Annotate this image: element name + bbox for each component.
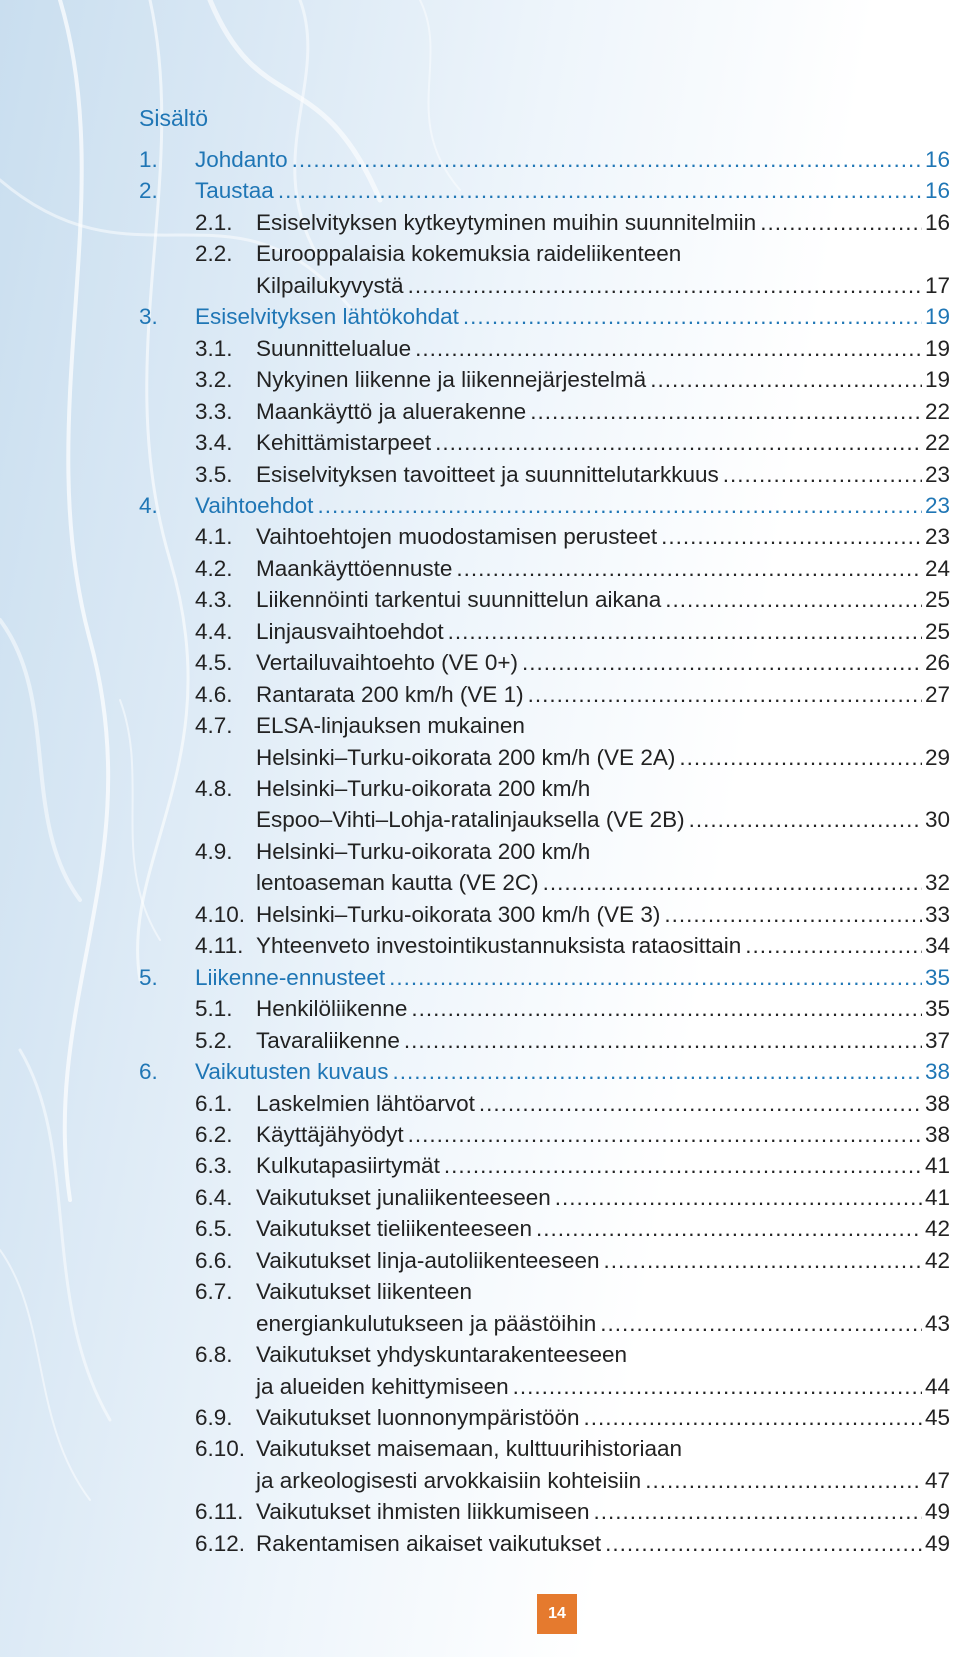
toc-entry-page: 16 — [924, 147, 950, 172]
toc-entry-page: 19 — [924, 304, 950, 330]
toc-entry-line — [195, 1057, 950, 1087]
toc-entry-number: 5. — [139, 964, 158, 990]
toc-entry-number: 6.7. — [195, 1279, 233, 1305]
toc-entry-title: Esiselvityksen kytkeytyminen muihin suunnitelmiin — [256, 209, 757, 235]
toc-entry-page: 22 — [924, 398, 950, 424]
toc-entry[interactable] — [0, 648, 960, 678]
dot-leader — [664, 900, 922, 930]
toc-entry-number: 3.2. — [195, 367, 233, 393]
toc-entry[interactable] — [0, 145, 960, 175]
toc-entry-title: Käyttäjähyödyt — [256, 1121, 404, 1147]
toc-entry-title: Vaihtoehdot — [195, 492, 314, 518]
toc-entry[interactable] — [0, 1340, 960, 1370]
toc-entry-title: Vaihtoehtojen muodostamisen perusteet — [256, 524, 658, 550]
dot-leader — [389, 963, 922, 993]
dot-leader — [530, 397, 922, 427]
dot-leader — [408, 271, 922, 301]
dot-leader — [745, 931, 922, 961]
toc-entry[interactable] — [0, 176, 960, 206]
toc-entry-page: 47 — [924, 1467, 950, 1493]
toc-entry-title: Vaikutukset tieliikenteeseen — [256, 1216, 532, 1242]
toc-entry-title: Kehittämistarpeet — [256, 430, 432, 456]
toc-entry-page: 38 — [924, 1059, 950, 1085]
dot-leader — [404, 1026, 922, 1056]
toc-entry-title: Suunnittelualue — [256, 335, 412, 361]
toc-entry-line — [256, 271, 950, 301]
toc-entry[interactable] — [0, 1277, 960, 1307]
toc-entry-page: 27 — [924, 681, 950, 707]
toc-entry[interactable] — [0, 1057, 960, 1087]
toc-entry-page: 41 — [924, 1153, 950, 1179]
toc-entry-line — [256, 1214, 950, 1244]
toc-entry-number: 5.1. — [195, 996, 233, 1022]
dot-leader — [278, 176, 922, 206]
dot-leader — [605, 1529, 922, 1559]
toc-entry[interactable] — [0, 208, 960, 238]
toc-entry-line — [256, 1529, 950, 1559]
toc-entry-line — [195, 302, 950, 332]
toc-entry-page: 33 — [924, 901, 950, 927]
toc-entry-title-line: Helsinki–Turku-oikorata 200 km/h — [256, 838, 591, 864]
toc-entry-line — [256, 868, 950, 898]
toc-entry-line — [256, 365, 950, 395]
toc-entry-page: 32 — [924, 870, 950, 896]
toc-entry-title: Vaikutukset linja-autoliikenteeseen — [256, 1247, 600, 1273]
toc-entry[interactable] — [0, 1246, 960, 1276]
dot-leader — [650, 365, 922, 395]
toc-entry-title: Tavaraliikenne — [256, 1027, 400, 1053]
toc-entry-number: 4.4. — [195, 618, 233, 644]
toc-entry-number: 4.2. — [195, 555, 233, 581]
toc-entry-page: 29 — [924, 744, 950, 770]
dot-leader — [600, 1309, 922, 1339]
dot-leader — [479, 1089, 922, 1119]
toc-entry-line — [256, 397, 950, 427]
toc-entry-line — [195, 963, 950, 993]
toc-entry-number: 4.3. — [195, 587, 233, 613]
toc-entry-number: 1. — [139, 147, 158, 172]
toc-entry-number: 5.2. — [195, 1027, 233, 1053]
dot-leader — [522, 648, 922, 678]
toc-entry-continuation[interactable] — [0, 1309, 960, 1339]
toc-entry-line — [195, 145, 950, 175]
toc-entry-page: 38 — [924, 1090, 950, 1116]
toc-entry[interactable] — [0, 1497, 960, 1527]
toc-entry-number: 3.5. — [195, 461, 233, 487]
toc-entry-title: Rantarata 200 km/h (VE 1) — [256, 681, 524, 707]
toc-entry-title-line: Eurooppalaisia kokemuksia raideliikenteen — [256, 241, 682, 267]
toc-entry-page: 23 — [924, 461, 950, 487]
toc-entry[interactable] — [0, 460, 960, 490]
toc-entry-line — [195, 176, 950, 206]
toc-entry-title: Laskelmien lähtöarvot — [256, 1090, 475, 1116]
toc-entry-title: Nykyinen liikenne ja liikennejärjestelmä — [256, 367, 647, 393]
toc-entry[interactable] — [0, 711, 960, 741]
toc-entry-line — [256, 680, 950, 710]
dot-leader — [665, 585, 922, 615]
toc-entry[interactable] — [0, 1434, 960, 1464]
toc-entry-title-line: ELSA-linjauksen mukainen — [256, 713, 525, 739]
toc-entry-title: Rakentamisen aikaiset vaikutukset — [256, 1530, 602, 1556]
toc-entry-number: 3.3. — [195, 398, 233, 424]
toc-entry-title: Vaikutusten kuvaus — [195, 1059, 389, 1085]
toc-entry-line — [256, 994, 950, 1024]
toc-entry-number: 4.9. — [195, 838, 233, 864]
toc-entry[interactable] — [0, 774, 960, 804]
toc-entry-line — [256, 428, 950, 458]
toc-entry-title: Vertailuvaihtoehto (VE 0+) — [256, 650, 519, 676]
toc-entry-line — [256, 648, 950, 678]
toc-entry-page: 24 — [924, 555, 950, 581]
dot-leader — [392, 1057, 922, 1087]
toc-entry-number: 4.10. — [195, 901, 246, 927]
dot-leader — [593, 1497, 922, 1527]
toc-entry[interactable] — [0, 837, 960, 867]
toc-entry[interactable] — [0, 522, 960, 552]
dot-leader — [760, 208, 922, 238]
toc-entry-number: 6.5. — [195, 1216, 233, 1242]
toc-entry-continuation[interactable] — [0, 868, 960, 898]
toc-entry-page: 42 — [924, 1216, 950, 1242]
toc-entry-page: 41 — [924, 1184, 950, 1210]
toc-entry-title: Esiselvityksen tavoitteet ja suunnittelutarkkuus — [256, 461, 719, 487]
toc-entry-line — [256, 522, 950, 552]
toc-entry-page: 42 — [924, 1247, 950, 1273]
toc-entry-title-line: Vaikutukset yhdyskuntarakenteeseen — [256, 1342, 628, 1368]
toc-entry-line — [256, 1309, 950, 1339]
toc-entry-title: ja alueiden kehittymiseen — [256, 1373, 509, 1399]
toc-entry[interactable] — [0, 554, 960, 584]
toc-entry-title: lentoaseman kautta (VE 2C) — [256, 870, 539, 896]
dot-leader — [513, 1372, 922, 1402]
toc-entry-page: 26 — [924, 650, 950, 676]
toc-entry-continuation[interactable] — [0, 1372, 960, 1402]
toc-entry-number: 2. — [139, 178, 158, 204]
toc-entry-title: Liikenne-ennusteet — [195, 964, 386, 990]
toc-entry[interactable] — [0, 1529, 960, 1559]
toc-entry-number: 4.8. — [195, 776, 233, 801]
toc-entry-line — [256, 460, 950, 490]
toc-entry[interactable] — [0, 963, 960, 993]
dot-leader — [411, 994, 922, 1024]
toc-entry-title-line: Vaikutukset liikenteen — [256, 1279, 472, 1305]
toc-entry[interactable] — [0, 397, 960, 427]
toc-entry-number: 4.11. — [195, 933, 244, 959]
toc-entry-title: Helsinki–Turku-oikorata 200 km/h (VE 2A) — [256, 744, 676, 770]
toc-entry[interactable] — [0, 365, 960, 395]
toc-entry-number: 2.1. — [195, 209, 233, 235]
toc-entry[interactable] — [0, 617, 960, 647]
dot-leader — [645, 1466, 922, 1496]
toc-entry-line — [195, 491, 950, 521]
toc-entry-title: Vaikutukset luonnonympäristöön — [256, 1405, 580, 1430]
toc-entry-page: 38 — [924, 1121, 950, 1147]
toc-entry-page: 37 — [924, 1027, 950, 1053]
toc-entry-number: 6. — [139, 1059, 158, 1085]
toc-entry-title: Maankäyttö ja aluerakenne — [256, 398, 527, 424]
dot-leader — [528, 680, 922, 710]
toc-entry-page: 19 — [924, 335, 950, 361]
toc-entry-page: 34 — [924, 933, 950, 959]
dot-leader — [584, 1403, 922, 1433]
toc-entry-line — [256, 1026, 950, 1056]
toc-entry-title: Henkilöliikenne — [256, 996, 408, 1022]
toc-entry[interactable] — [0, 680, 960, 710]
toc-entry-title: Espoo–Vihti–Lohja-ratalinjauksella (VE 2B) — [256, 807, 685, 833]
toc-entry-line — [256, 1151, 950, 1181]
dot-leader — [444, 1151, 922, 1181]
toc-entry-number: 6.8. — [195, 1342, 233, 1368]
toc-entry[interactable] — [0, 900, 960, 930]
toc-entry[interactable] — [0, 1183, 960, 1213]
dot-leader — [723, 460, 922, 490]
toc-entry-continuation[interactable] — [0, 1466, 960, 1496]
toc-heading: Sisältö — [139, 105, 209, 131]
toc-entry-line — [256, 1497, 950, 1527]
toc-entry-title: energiankulutukseen ja päästöihin — [256, 1310, 597, 1336]
toc-entry[interactable] — [0, 1089, 960, 1119]
toc-entry[interactable] — [0, 1026, 960, 1056]
toc-entry-page: 35 — [924, 996, 950, 1022]
toc-entry-page: 49 — [924, 1499, 950, 1525]
toc-entry-title: Taustaa — [195, 178, 274, 204]
toc-entry-title-line: Vaikutukset maisemaan, kulttuurihistoriaan — [256, 1436, 683, 1462]
toc-entry-title: Johdanto — [195, 147, 288, 172]
toc-entry-line — [256, 1372, 950, 1402]
toc-entry-number: 6.4. — [195, 1184, 233, 1210]
toc-entry-title-line: Helsinki–Turku-oikorata 200 km/h — [256, 776, 591, 801]
dot-leader — [448, 617, 922, 647]
toc-entry[interactable] — [0, 302, 960, 332]
toc-entry-number: 6.6. — [195, 1247, 233, 1273]
toc-entry-number: 2.2. — [195, 241, 233, 267]
toc-entry-line — [256, 585, 950, 615]
toc-entry-number: 6.9. — [195, 1405, 233, 1430]
toc-entry-line — [256, 334, 950, 364]
toc-entry-title: Kulkutapasiirtymät — [256, 1153, 440, 1179]
toc-entry-continuation[interactable] — [0, 271, 960, 301]
toc-entry-line — [256, 1403, 950, 1433]
toc-entry-title: Esiselvityksen lähtökohdat — [195, 304, 459, 330]
toc-entry-title: Liikennöinti tarkentui suunnittelun aikana — [256, 587, 662, 613]
toc-entry[interactable] — [0, 491, 960, 521]
toc-entry-number: 3.1. — [195, 335, 233, 361]
toc-entry-page: 30 — [924, 807, 950, 833]
toc-entry-continuation[interactable] — [0, 743, 960, 773]
toc-entry-number: 3. — [139, 304, 158, 330]
toc-entry-line — [256, 208, 950, 238]
dot-leader — [661, 522, 922, 552]
dot-leader — [543, 868, 922, 898]
toc-entry[interactable] — [0, 1151, 960, 1181]
toc-entry-title: ja arkeologisesti arvokkaisiin kohteisiin — [256, 1467, 642, 1493]
toc-entry-title: Helsinki–Turku-oikorata 300 km/h (VE 3) — [256, 901, 661, 927]
toc-entry-line — [256, 1466, 950, 1496]
toc-entry[interactable] — [0, 428, 960, 458]
toc-entry-line — [256, 1089, 950, 1119]
dot-leader — [536, 1214, 922, 1244]
dot-leader — [604, 1246, 922, 1276]
toc-entry-title: Linjausvaihtoehdot — [256, 618, 444, 644]
toc-entry-number: 6.2. — [195, 1121, 233, 1147]
toc-entry[interactable] — [0, 1403, 960, 1433]
toc-entry-line — [256, 931, 950, 961]
toc-entry[interactable] — [0, 585, 960, 615]
toc-entry[interactable] — [0, 994, 960, 1024]
toc-entry-number: 6.1. — [195, 1090, 233, 1116]
toc-entry-continuation[interactable] — [0, 805, 960, 835]
toc-entry-page: 35 — [924, 964, 950, 990]
toc-entry-line — [256, 1183, 950, 1213]
page-number-badge: 14 — [537, 1594, 577, 1634]
toc-entry-number: 6.12. — [195, 1530, 246, 1556]
toc-entry-line — [256, 617, 950, 647]
toc-entry[interactable] — [0, 1120, 960, 1150]
toc-entry-number: 6.10. — [195, 1436, 246, 1462]
dot-leader — [679, 743, 922, 773]
dot-leader — [689, 805, 922, 835]
toc-entry-number: 4.1. — [195, 524, 233, 550]
toc-entry-line — [256, 805, 950, 835]
toc-entry-page: 49 — [924, 1530, 950, 1556]
toc-entry-page: 16 — [924, 209, 950, 235]
toc-entry-page: 25 — [924, 618, 950, 644]
toc-entry-page: 23 — [924, 492, 950, 518]
toc-entry-number: 3.4. — [195, 430, 233, 456]
toc-entry-page: 44 — [924, 1373, 950, 1399]
toc-entry-line — [256, 743, 950, 773]
dot-leader — [456, 554, 922, 584]
dot-leader — [317, 491, 922, 521]
toc-entry-line — [256, 554, 950, 584]
toc-entry-line — [256, 900, 950, 930]
toc-entry[interactable] — [0, 334, 960, 364]
dot-leader — [463, 302, 922, 332]
toc-entry-number: 4. — [139, 492, 158, 518]
toc-entry-page: 23 — [924, 524, 950, 550]
dot-leader — [435, 428, 922, 458]
toc-entry-page: 43 — [924, 1310, 950, 1336]
dot-leader — [292, 145, 922, 175]
toc-entry-title: Vaikutukset ihmisten liikkumiseen — [256, 1499, 590, 1525]
toc-entry-page: 25 — [924, 587, 950, 613]
toc-entry-title: Vaikutukset junaliikenteeseen — [256, 1184, 551, 1210]
toc-entry-title: Kilpailukyvystä — [256, 272, 404, 298]
dot-leader — [555, 1183, 922, 1213]
dot-leader — [408, 1120, 922, 1150]
toc-entry-number: 6.3. — [195, 1153, 233, 1179]
toc-entry-page: 16 — [924, 178, 950, 204]
toc-entry-page: 17 — [924, 272, 950, 298]
toc-entry-title: Maankäyttöennuste — [256, 555, 453, 581]
dot-leader — [415, 334, 922, 364]
toc-entry-page: 19 — [924, 367, 950, 393]
toc-entry-number: 4.7. — [195, 713, 233, 739]
toc-entry-line — [256, 1120, 950, 1150]
toc-entry[interactable] — [0, 931, 960, 961]
toc-entry-page: 22 — [924, 430, 950, 456]
toc-entry-line — [256, 1246, 950, 1276]
toc-entry-number: 4.6. — [195, 681, 233, 707]
toc-entry-number: 6.11. — [195, 1499, 244, 1525]
toc-entry-title: Yhteenveto investointikustannuksista rataosittain — [256, 933, 742, 959]
toc-entry[interactable] — [0, 239, 960, 269]
toc-entry[interactable] — [0, 1214, 960, 1244]
toc-entry-page: 45 — [924, 1405, 950, 1430]
toc-entry-number: 4.5. — [195, 650, 233, 676]
